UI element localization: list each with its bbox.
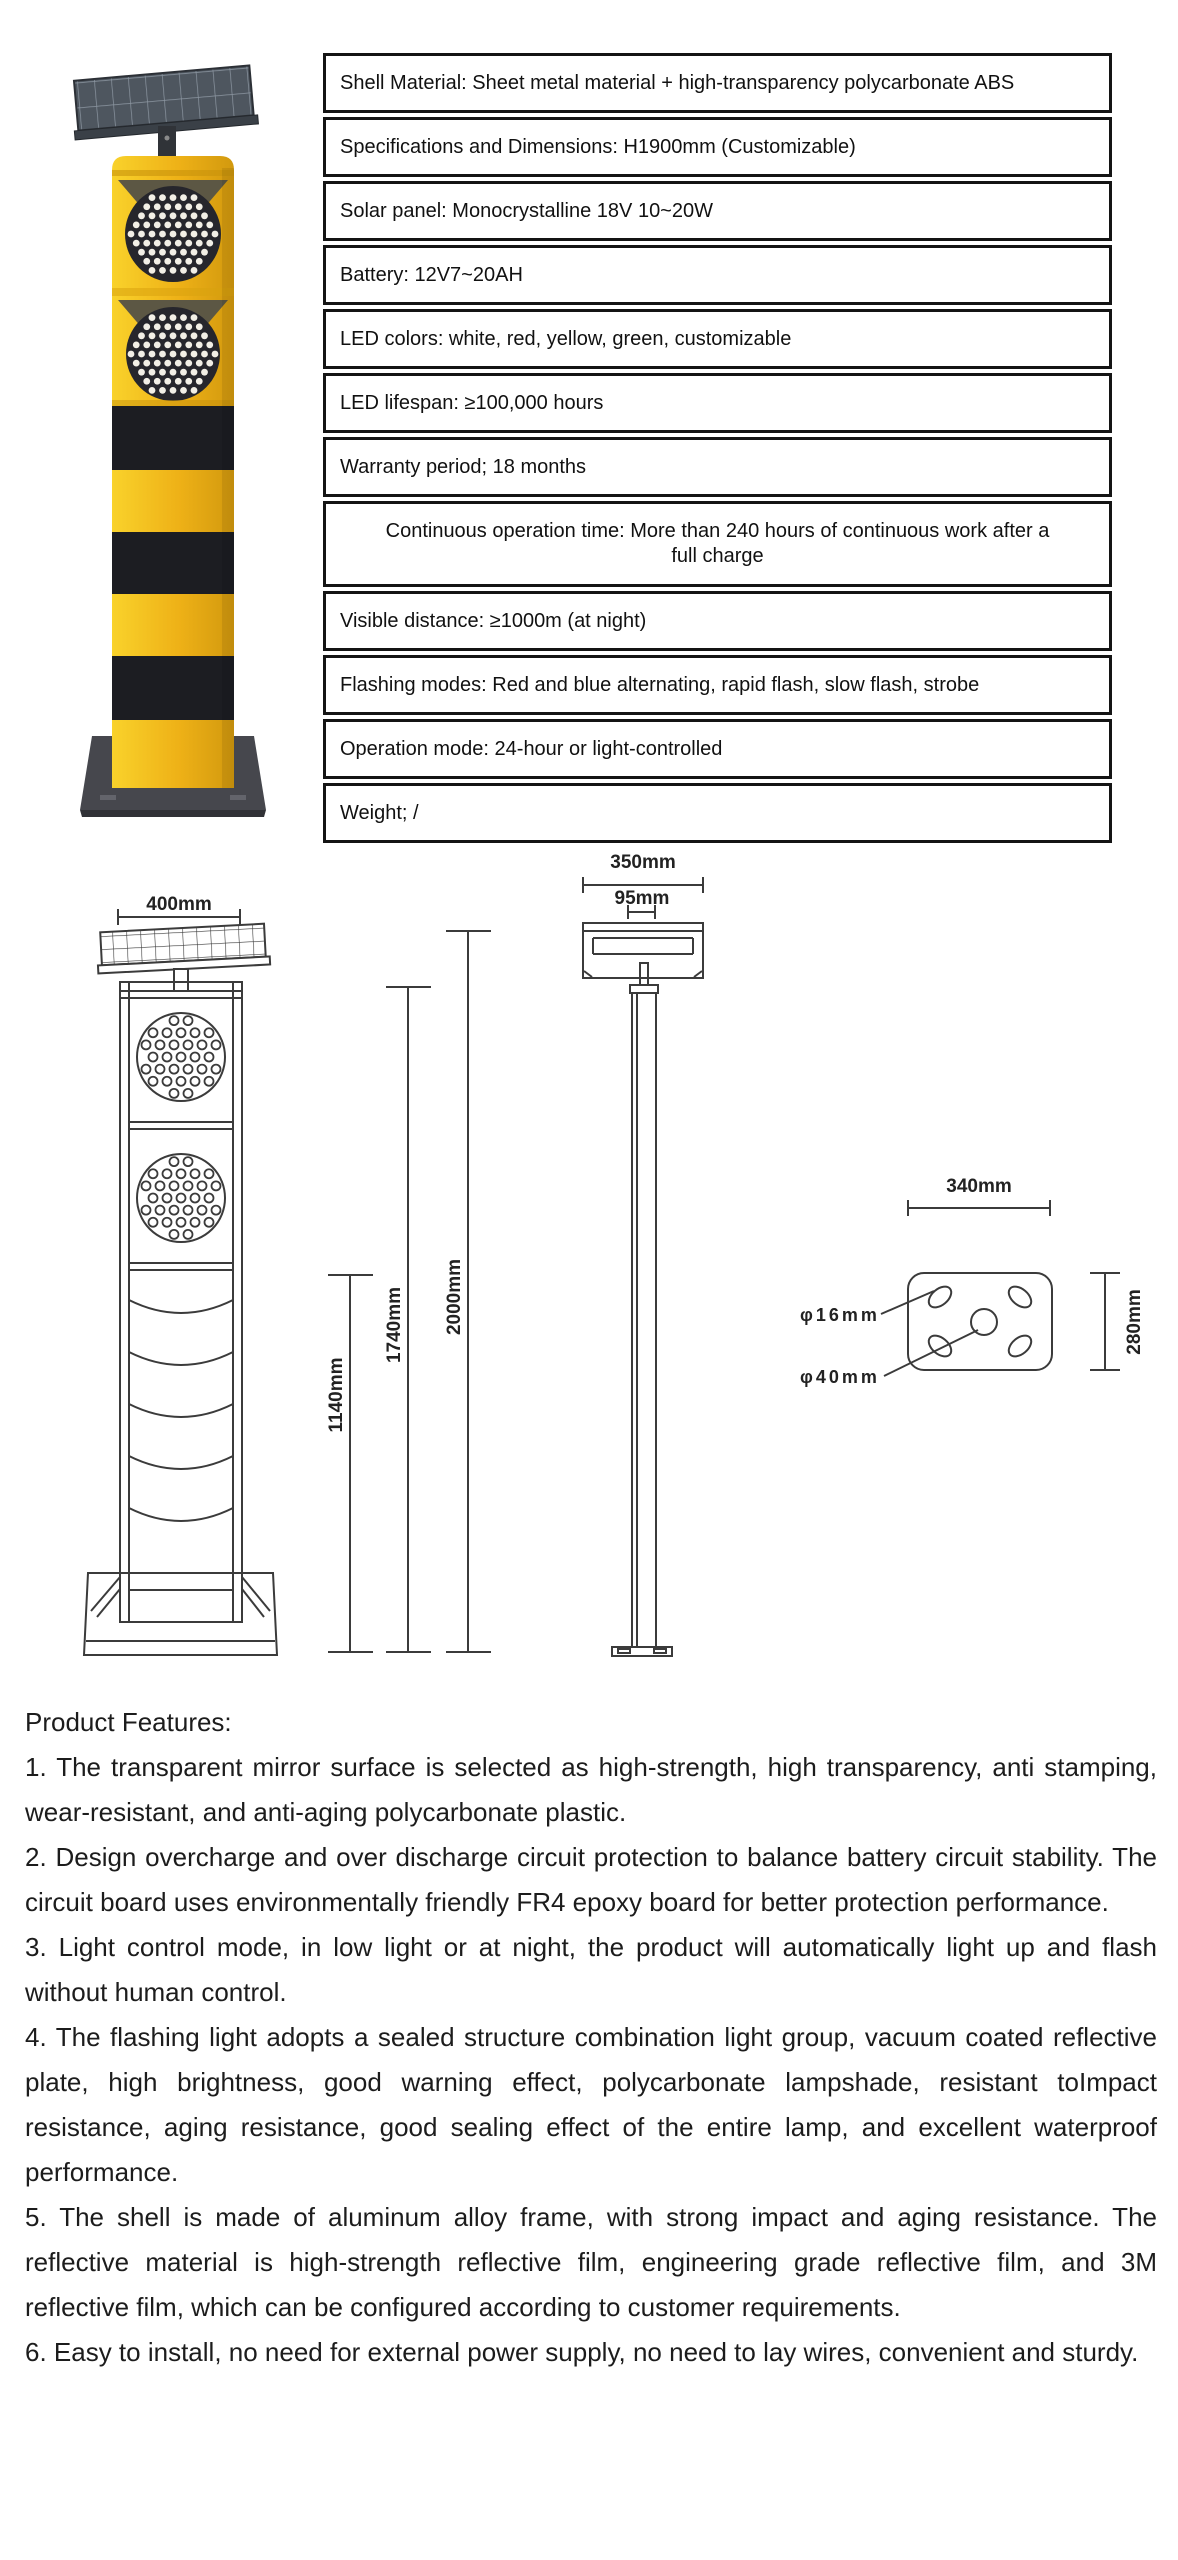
side-view-drawing bbox=[583, 852, 703, 1656]
spec-row-shell-material: Shell Material: Sheet metal material + high-transparency polycarbonate ABS bbox=[323, 53, 1112, 113]
feature-item-6: 6. Easy to install, no need for external power supply, no need to lay wires, convenient and sturdy. bbox=[25, 2337, 1139, 2367]
spec-row-led-lifespan: LED lifespan: ≥100,000 hours bbox=[323, 373, 1112, 433]
photo-lamp-head bbox=[112, 156, 234, 406]
front-view-drawing bbox=[84, 894, 277, 1655]
feature-item-4: 4. The flashing light adopts a sealed structure combination light group, vacuum coated reflective plate, high brightness, good warning effect, polycarbonate lampshade, resistant toImpact resistance, aging resistance, good sealing effect of the entire lamp, and excellent waterproof performance. bbox=[25, 2022, 1157, 2187]
spec-row-operation-mode: Operation mode: 24-hour or light-controlled bbox=[323, 719, 1112, 779]
dim-2000mm-label: 2000mm bbox=[444, 1258, 465, 1336]
spec-row-battery: Battery: 12V7~20AH bbox=[323, 245, 1112, 305]
dim-95mm-label: 95mm bbox=[614, 888, 670, 909]
slot-diameter-label: φ16mm bbox=[800, 1305, 880, 1325]
spec-row-warranty: Warranty period; 18 months bbox=[323, 437, 1112, 497]
hole-diameter-label: φ40mm bbox=[800, 1367, 880, 1387]
product-features bbox=[25, 1700, 1157, 2375]
dim-1740mm-label: 1740mm bbox=[384, 1286, 405, 1364]
dim-280mm-label: 280mm bbox=[1124, 1289, 1145, 1355]
spec-row-visible-distance: Visible distance: ≥1000m (at night) bbox=[323, 591, 1112, 651]
feature-item-2: 2. Design overcharge and over discharge circuit protection to balance battery circuit stability. The circuit board uses environmentally friendly FR4 epoxy board for better protection performance. bbox=[25, 1842, 1157, 1917]
spec-row-operation-time: Continuous operation time: More than 240 hours of continuous work after a full charge bbox=[323, 501, 1112, 587]
dim-400mm-label: 400mm bbox=[146, 894, 212, 915]
spec-row-solar-panel: Solar panel: Monocrystalline 18V 10~20W bbox=[323, 181, 1112, 241]
spec-row-led-colors: LED colors: white, red, yellow, green, customizable bbox=[323, 309, 1112, 369]
dim-350mm-label: 350mm bbox=[610, 852, 676, 873]
photo-screw bbox=[165, 136, 170, 141]
spec-row-flashing-modes: Flashing modes: Red and blue alternating, rapid flash, slow flash, strobe bbox=[323, 655, 1112, 715]
dim-340mm-label: 340mm bbox=[946, 1176, 1012, 1197]
spec-row-dimensions: Specifications and Dimensions: H1900mm (Customizable) bbox=[323, 117, 1112, 177]
technical-drawings bbox=[0, 850, 1178, 1720]
feature-item-5: 5. The shell is made of aluminum alloy frame, with strong impact and aging resistance. The reflective material is high-strength reflective film, engineering grade reflective film, and 3M reflective film, which can be configured according to customer requirements. bbox=[25, 2202, 1157, 2322]
spec-table bbox=[323, 53, 1112, 847]
product-photo bbox=[52, 38, 322, 818]
height-dimensions bbox=[326, 931, 491, 1652]
features-title: Product Features: bbox=[25, 1707, 232, 1737]
dim-1140mm-label: 1140mm bbox=[326, 1357, 347, 1433]
photo-mount-stem bbox=[158, 126, 176, 160]
feature-item-3: 3. Light control mode, in low light or at night, the product will automatically light up and flash without human control. bbox=[25, 1932, 1157, 2007]
spec-row-weight: Weight; / bbox=[323, 783, 1112, 843]
feature-item-1: 1. The transparent mirror surface is selected as high-strength, high transparency, anti stamping, wear-resistant, and anti-aging polycarbonate plastic. bbox=[25, 1752, 1157, 1827]
base-plate-drawing bbox=[800, 1176, 1145, 1387]
